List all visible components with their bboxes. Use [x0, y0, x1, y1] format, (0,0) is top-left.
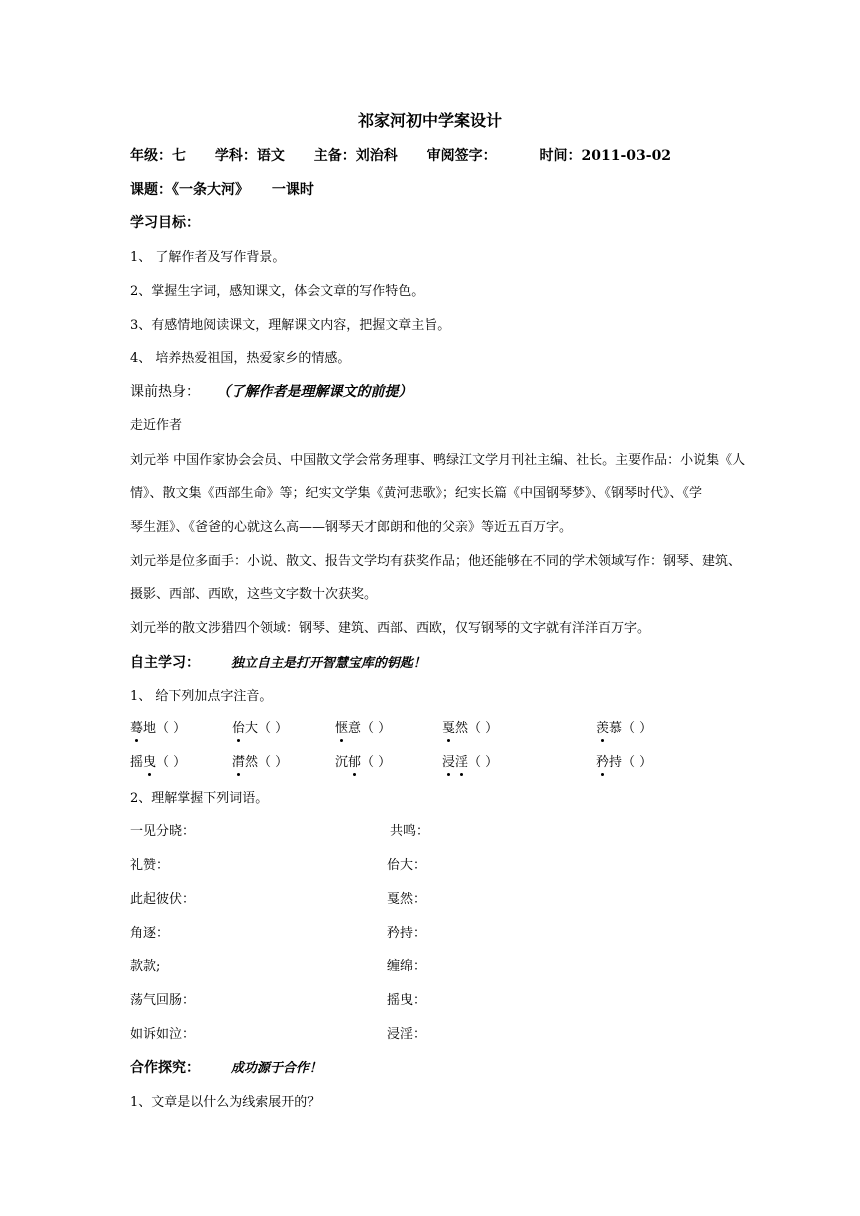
coop-line — [130, 1059, 322, 1078]
dotted-char: 浸 — [442, 755, 456, 770]
pinyin-item: 沉郁（ ） — [335, 755, 392, 770]
topic-label: 课题：《一条大河》 — [130, 182, 249, 198]
author-para-line: 摄影、西部、西欧，这些文字数十次获奖。 — [130, 587, 378, 602]
warmup-subheading: 走近作者 — [130, 418, 183, 433]
author-para-line: 刘元举的散文涉猎四个领域：钢琴、建筑、西部、西欧，仅写钢琴的文字就有洋洋百万字。 — [130, 621, 651, 636]
pinyin-item: 摇曳（ ） — [130, 755, 187, 770]
dotted-char: 矜 — [596, 755, 610, 770]
topic-line — [130, 181, 314, 199]
meta-time: 时间：2011-03-02 — [539, 148, 672, 164]
objective-item: 4、 培养热爱祖国，热爱家乡的情感。 — [130, 351, 351, 366]
topic-period: 一课时 — [271, 182, 314, 198]
author-para-line: 情》、散文集《西部生命》等；纪实文学集《黄河悲歌》；纪实长篇《中国钢琴梦》、《钢琴时代》、《学 — [130, 486, 703, 501]
meta-line — [130, 147, 671, 165]
pinyin-item: 戛然（ ） — [442, 721, 499, 736]
pinyin-item: 佁大（ ） — [232, 721, 289, 736]
selfstudy-heading: 自主学习： — [130, 655, 200, 671]
vocab-term: 戛然： — [387, 892, 427, 907]
vocab-term: 矜持： — [387, 926, 427, 941]
pinyin-item: 浸淫（ ） — [442, 755, 499, 770]
dotted-char: 曳 — [143, 755, 157, 770]
page-title: 祁家河初中学案设计 — [357, 111, 502, 130]
dotted-char: 羡 — [596, 721, 610, 736]
vocab-term: 佁大： — [387, 858, 427, 873]
vocab-term: 如诉如泣： — [130, 1027, 196, 1042]
objectives-heading: 学习目标： — [130, 215, 200, 231]
vocab-term: 此起彼伏： — [130, 892, 196, 907]
pinyin-item: 蓦地（ ） — [130, 721, 187, 736]
objective-item: 3、有感情地阅读课文，理解课文内容，把握文章主旨。 — [130, 318, 451, 333]
vocab-question: 2、理解掌握下列词语。 — [130, 791, 269, 806]
vocab-term: 浸淫： — [387, 1027, 427, 1042]
objective-item: 2、掌握生字词，感知课文，体会文章的写作特色。 — [130, 284, 425, 299]
dotted-char: 惬 — [335, 721, 349, 736]
dotted-char: 潸 — [232, 755, 246, 770]
vocab-term: 款款; — [130, 959, 161, 974]
meta-grade: 年级：七 — [130, 148, 186, 164]
vocab-term: 共鸣： — [390, 824, 430, 839]
pinyin-item: 潸然（ ） — [232, 755, 289, 770]
warmup-heading: 课前热身： — [130, 384, 200, 400]
meta-subject: 学科：语文 — [214, 148, 285, 164]
selfstudy-motto: 独立自主是打开智慧宝库的钥匙！ — [230, 656, 426, 671]
dotted-char: 戛 — [442, 721, 456, 736]
meta-lead: 主备：刘治科 — [313, 148, 398, 164]
coop-heading: 合作探究： — [130, 1060, 200, 1076]
author-para-line: 琴生涯》、《爸爸的心就这么高——钢琴天才郎朗和他的父亲》等近五百万字。 — [130, 520, 573, 535]
meta-review: 审阅签字： — [426, 148, 497, 164]
dotted-char: 蓦 — [130, 721, 144, 736]
pinyin-item: 矜持（ ） — [596, 755, 653, 770]
vocab-term: 摇曳： — [387, 993, 427, 1008]
objective-item: 1、 了解作者及写作背景。 — [130, 250, 286, 265]
dotted-char: 郁 — [348, 755, 362, 770]
pinyin-item: 羡慕（ ） — [596, 721, 653, 736]
coop-motto: 成功源于合作！ — [230, 1061, 322, 1076]
author-para-line: 刘元举 中国作家协会会员、中国散文学会常务理事、鸭绿江文学月刊社主编、社长。主要作品：小说集《人 — [130, 453, 746, 468]
vocab-term: 荡气回肠： — [130, 993, 196, 1008]
selfstudy-line — [130, 654, 426, 673]
vocab-term: 缠绵： — [387, 959, 427, 974]
author-para-line: 刘元举是位多面手：小说、散文、报告文学均有获奖作品；他还能够在不同的学术领域写作：钢琴、建筑、 — [130, 554, 742, 569]
coop-question: 1、文章是以什么为线索展开的？ — [130, 1095, 321, 1110]
dotted-char: 淫 — [455, 755, 469, 770]
warmup-line — [130, 383, 412, 401]
dotted-char: 佁 — [232, 721, 246, 736]
pinyin-question: 1、 给下列加点字注音。 — [130, 689, 273, 704]
vocab-term: 一见分晓： — [130, 824, 196, 839]
warmup-hint: （了解作者是理解课文的前提） — [216, 384, 413, 400]
vocab-term: 角逐： — [130, 926, 170, 941]
vocab-term: 礼赞： — [130, 858, 170, 873]
pinyin-item: 惬意（ ） — [335, 721, 392, 736]
